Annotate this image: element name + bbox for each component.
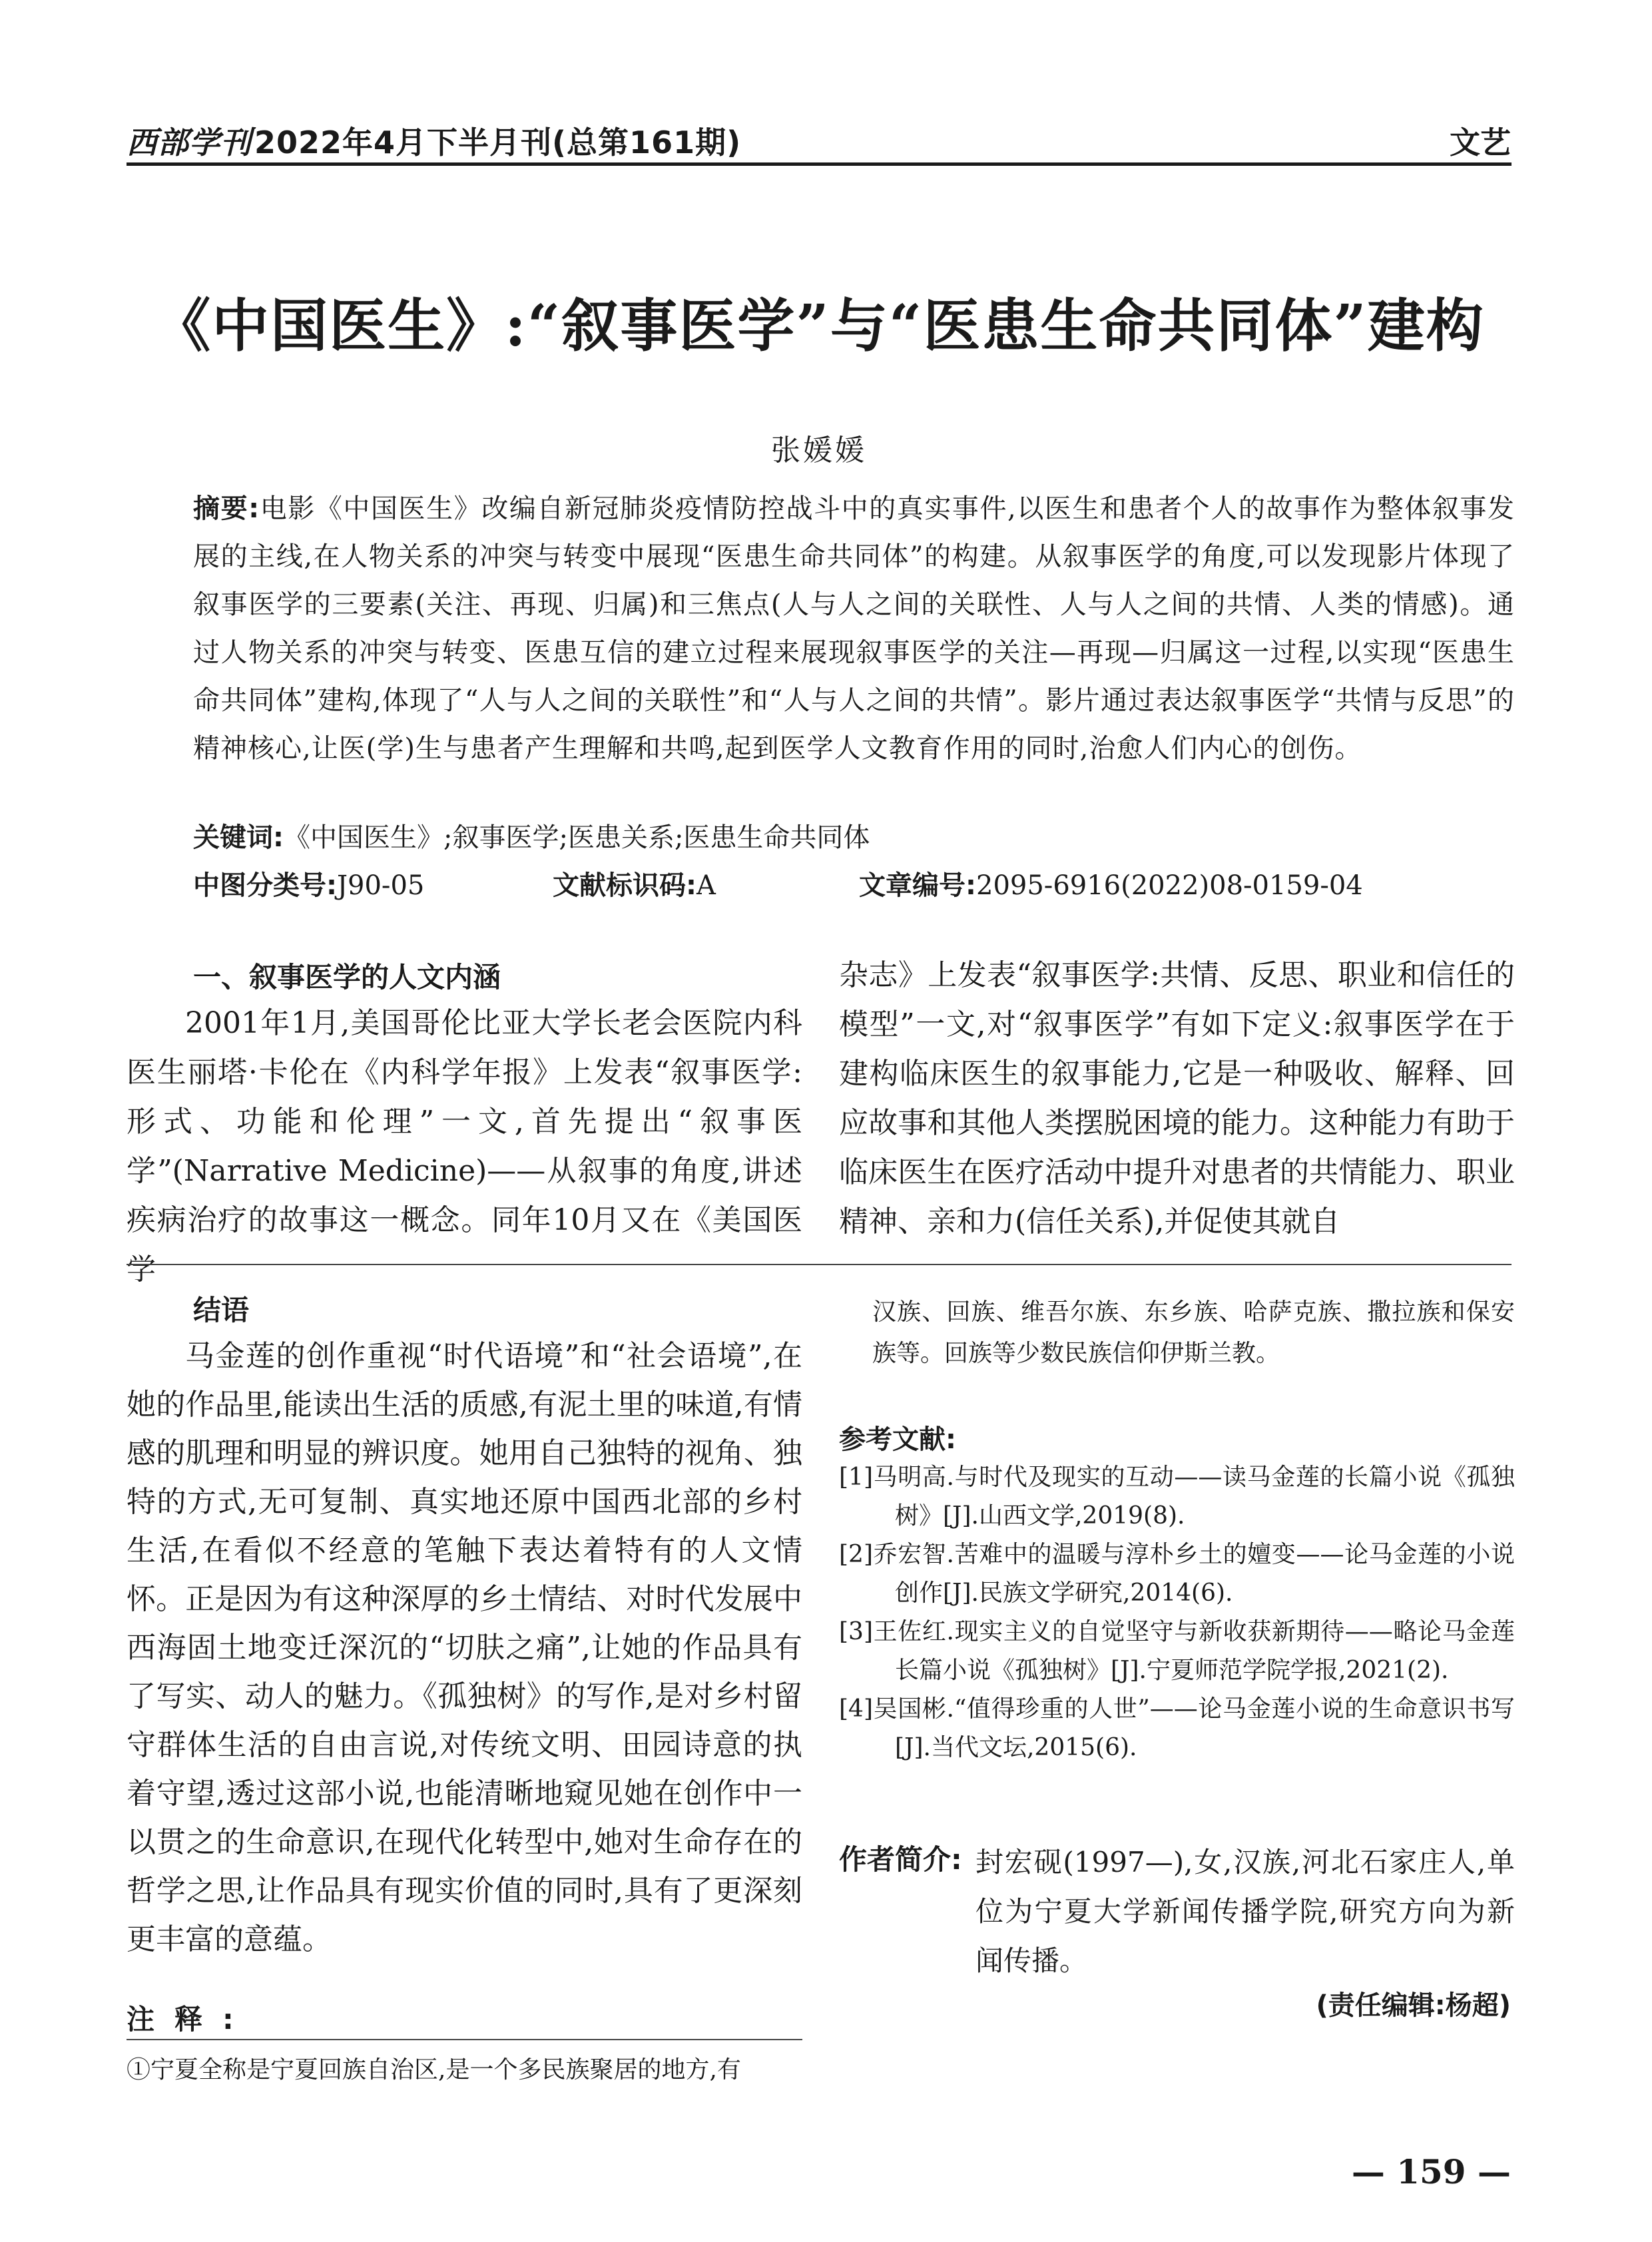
conclusion-text: 马金莲的创作重视“时代语境”和“社会语境”,在她的作品里,能读出生活的质感,有泥土里的味道,有情感的肌理和明显的辨识度。她用自己独特的视角、独特的方式,无可复制、真实地还原中国西北部的乡村生活,在看似不经意的笔触下表达着特有的人文情怀。正是因为有这种深厚的乡土情结、对时代发展中西海固土地变迁深沉的“切肤之痛”,让她的作品具有了写实、动人的魅力。《孤独树》的写作,是对乡村留守群体生活的自由言说,对传统文明、田园诗意的执着守望,透过这部小说,也能清晰地窥见她在创作中一以贯之的生命意识,在现代化转型中,她对生命存在的哲学之思,让作品具有现实价值的同时,具有了更深刻更丰富的意蕴。 [127,1339,802,1956]
abstract-label: 摘要: [193,493,260,524]
article-title: 《中国医生》:“叙事医学”与“医患生命共同体”建构 [153,292,1485,360]
keywords-text: 《中国医生》;叙事医学;医患关系;医患生命共同体 [284,822,870,853]
clc-label: 中图分类号: [193,870,337,901]
header-rule [127,162,1512,166]
reference-item: [4]吴国彬.“值得珍重的人世”——论马金莲小说的生命意识书写[J].当代文坛,2015(6). [839,1695,1515,1761]
section1-heading: 一、叙事医学的人文内涵 [193,961,501,993]
article-no-cell [859,866,1363,906]
article-no-value: 2095-6916(2022)08-0159-04 [976,870,1363,901]
article-divider [127,1264,1512,1265]
article-author: 张媛媛 [771,433,867,467]
bio-text: 封宏砚(1997—),女,汉族,河北石家庄人,单位为宁夏大学新闻传播学院,研究方向为新闻传播。 [975,1846,1515,1977]
conclusion-heading: 结语 [193,1294,250,1326]
article-no-label: 文章编号: [859,870,976,901]
section1-left-text: 2001年1月,美国哥伦比亚大学长老会医院内科医生丽塔·卡伦在《内科学年报》上发表“叙事医学:形式、功能和伦理”一文,首先提出“叙事医学”(Narrative Medicine)——从叙事的角度,讲述疾病治疗的故事这一概念。同年10月又在《美国医学 [127,1006,802,1286]
bio-label: 作者简介: [839,1843,962,1876]
running-header [127,119,741,162]
references-list [839,1458,1515,1767]
doc-code-value: A [696,870,716,901]
doc-code-cell [553,866,716,906]
note1-text: ①宁夏全称是宁夏回族自治区,是一个多民族聚居的地方,有 [127,2056,741,2084]
clc-cell [193,866,424,906]
keywords-label: 关键词: [193,822,284,853]
reference-item: [1]马明高.与时代及现实的互动——读马金莲的长篇小说《孤独树》[J].山西文学,2019(8). [839,1464,1515,1530]
abstract-text: 电影《中国医生》改编自新冠肺炎疫情防控战斗中的真实事件,以医生和患者个人的故事作为整体叙事发展的主线,在人物关系的冲突与转变中展现“医患生命共同体”的构建。从叙事医学的角度,可以发现影片体现了叙事医学的三要素(关注、再现、归属)和三焦点(人与人之间的关联性、人与人之间的共情、人类的情感)。通过人物关系的冲突与转变、医患互信的建立过程来展现叙事医学的关注—再现—归属这一过程,以实现“医患生命共同体”建构,体现了“人与人之间的关联性”和“人与人之间的共情”。影片通过表达叙事医学“共情与反思”的精神核心,让医(学)生与患者产生理解和共鸣,起到医学人文教育作用的同时,治愈人们内心的创伤。 [193,493,1515,764]
references-heading: 参考文献: [839,1424,956,1455]
notes-heading: 注释: [127,2003,254,2036]
doc-code-label: 文献标识码: [553,870,696,901]
section-name: 文艺 [1450,125,1511,160]
note1-continuation: 汉族、回族、维吾尔族、东乡族、哈萨克族、撒拉族和保安族等。回族等少数民族信仰伊斯兰教。 [872,1298,1515,1367]
reference-item: [3]王佐红.现实主义的自觉坚守与新收获新期待——略论马金莲长篇小说《孤独树》[J].宁夏师范学院学报,2021(2). [839,1618,1515,1684]
abstract [193,485,1515,772]
page-number: — 159 — [1351,2152,1511,2191]
responsible-editor: (责任编辑:杨超) [1316,1990,1511,2021]
clc-value: J90-05 [337,870,425,901]
notes-rule [127,2039,802,2040]
keywords [193,818,1515,858]
reference-item: [2]乔宏智.苦难中的温暖与淳朴乡土的嬗变——论马金莲的小说创作[J].民族文学研究,2014(6). [839,1541,1515,1607]
journal-name: 西部学刊 [127,125,252,160]
issue-info: 2022年4月下半月刊(总第161期) [254,125,742,160]
section1-right-text: 杂志》上发表“叙事医学:共情、反思、职业和信任的模型”一文,对“叙事医学”有如下定义:叙事医学在于建构临床医生的叙事能力,它是一种吸收、解释、回应故事和其他人类摆脱困境的能力。这种能力有助于临床医生在医疗活动中提升对患者的共情能力、职业精神、亲和力(信任关系),并促使其就自 [839,958,1515,1239]
